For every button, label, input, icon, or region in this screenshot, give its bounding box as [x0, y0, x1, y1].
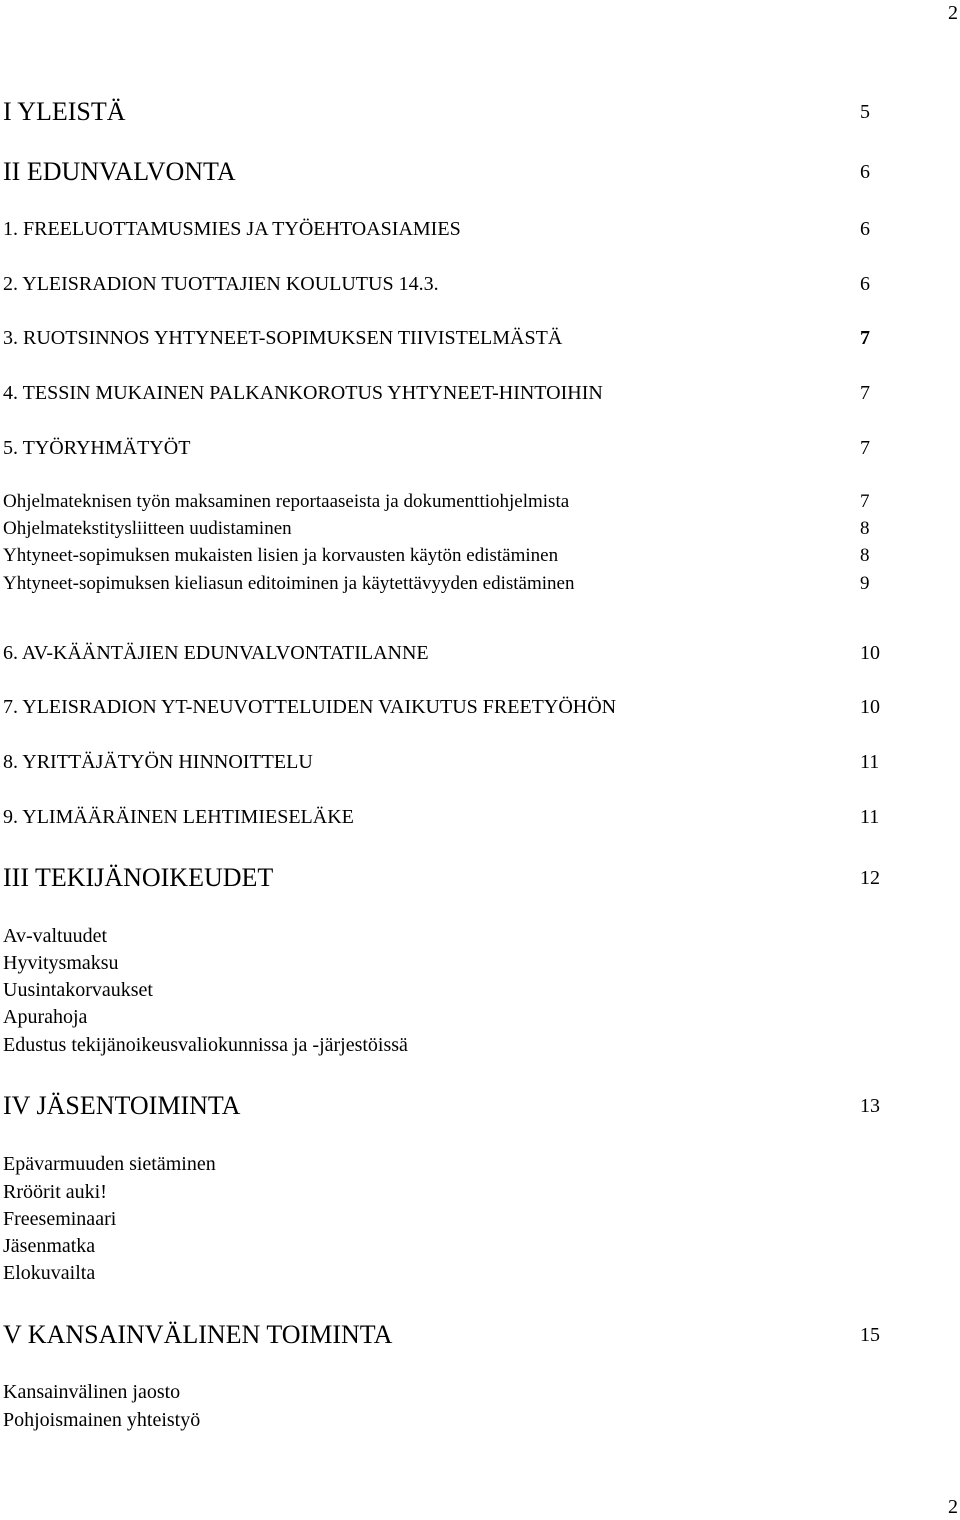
toc-page: 7	[860, 382, 870, 404]
toc-page: 7	[860, 437, 870, 459]
toc-title: I YLEISTÄ	[3, 97, 126, 126]
toc-page: 10	[860, 642, 880, 664]
toc-title: Ohjelmateknisen työn maksaminen reportaaseista ja dokumenttiohjelmista	[3, 491, 570, 512]
toc-title: 4. TESSIN MUKAINEN PALKANKOROTUS YHTYNEET-HINTOIHIN	[3, 382, 603, 404]
toc-subentry[interactable]: Apurahoja	[3, 1006, 88, 1028]
toc-subentry[interactable]: Hyvitysmaksu	[3, 952, 119, 974]
toc-page: 11	[860, 751, 880, 773]
toc-page: 6	[860, 273, 870, 295]
toc-page: 7	[860, 491, 870, 512]
toc-title: V KANSAINVÄLINEN TOIMINTA	[3, 1320, 393, 1349]
toc-subentry[interactable]: Edustus tekijänoikeusvaliokunnissa ja -järjestöissä	[3, 1034, 408, 1056]
toc-title: 6. AV-KÄÄNTÄJIEN EDUNVALVONTATILANNE	[3, 642, 429, 664]
toc-page: 12	[860, 867, 880, 889]
toc-page: 13	[860, 1095, 880, 1117]
toc-subentry[interactable]: Uusintakorvaukset	[3, 979, 153, 1001]
toc-subentry[interactable]: Av-valtuudet	[3, 925, 108, 947]
toc-title: Yhtyneet-sopimuksen mukaisten lisien ja korvausten käytön edistäminen	[3, 545, 559, 566]
toc-page: 8	[860, 518, 870, 539]
toc-title: II EDUNVALVONTA	[3, 157, 236, 186]
toc-title: 9. YLIMÄÄRÄINEN LEHTIMIESELÄKE	[3, 806, 354, 828]
toc-page: 11	[860, 806, 880, 828]
toc-title: IV JÄSENTOIMINTA	[3, 1091, 241, 1120]
toc-title: III TEKIJÄNOIKEUDET	[3, 863, 274, 892]
toc-subentry[interactable]: Elokuvailta	[3, 1262, 96, 1284]
toc-subentry[interactable]: Pohjoismainen yhteistyö	[3, 1409, 201, 1431]
toc-title: Ohjelmatekstitysliitteen uudistaminen	[3, 518, 292, 539]
toc-title: 3. RUOTSINNOS YHTYNEET-SOPIMUKSEN TIIVISTELMÄSTÄ	[3, 327, 563, 349]
page-number-bottom: 2	[948, 1496, 958, 1518]
toc-subentry[interactable]: Kansainvälinen jaosto	[3, 1381, 181, 1403]
page-number-top: 2	[948, 2, 958, 24]
toc-title: 2. YLEISRADION TUOTTAJIEN KOULUTUS 14.3.	[3, 273, 439, 295]
toc-page: 7	[860, 327, 870, 349]
toc-page: 15	[860, 1324, 880, 1346]
toc-title: 5. TYÖRYHMÄTYÖT	[3, 437, 191, 459]
toc-page: 9	[860, 573, 870, 594]
toc-title: 1. FREELUOTTAMUSMIES JA TYÖEHTOASIAMIES	[3, 218, 461, 240]
toc-page: 5	[860, 101, 870, 123]
toc-subentry[interactable]: Rröörit auki!	[3, 1181, 107, 1203]
toc-title: 7. YLEISRADION YT-NEUVOTTELUIDEN VAIKUTUS FREETYÖHÖN	[3, 696, 617, 718]
toc-page: 10	[860, 696, 880, 718]
toc-title: Yhtyneet-sopimuksen kieliasun editoiminen ja käytettävyyden edistäminen	[3, 573, 575, 594]
toc-subentry[interactable]: Jäsenmatka	[3, 1235, 96, 1257]
toc-subentry[interactable]: Freeseminaari	[3, 1208, 117, 1230]
toc-subentry[interactable]: Epävarmuuden sietäminen	[3, 1153, 216, 1175]
toc-page: 8	[860, 545, 870, 566]
toc-page: 6	[860, 161, 870, 183]
toc-page: 6	[860, 218, 870, 240]
toc-title: 8. YRITTÄJÄTYÖN HINNOITTELU	[3, 751, 313, 773]
